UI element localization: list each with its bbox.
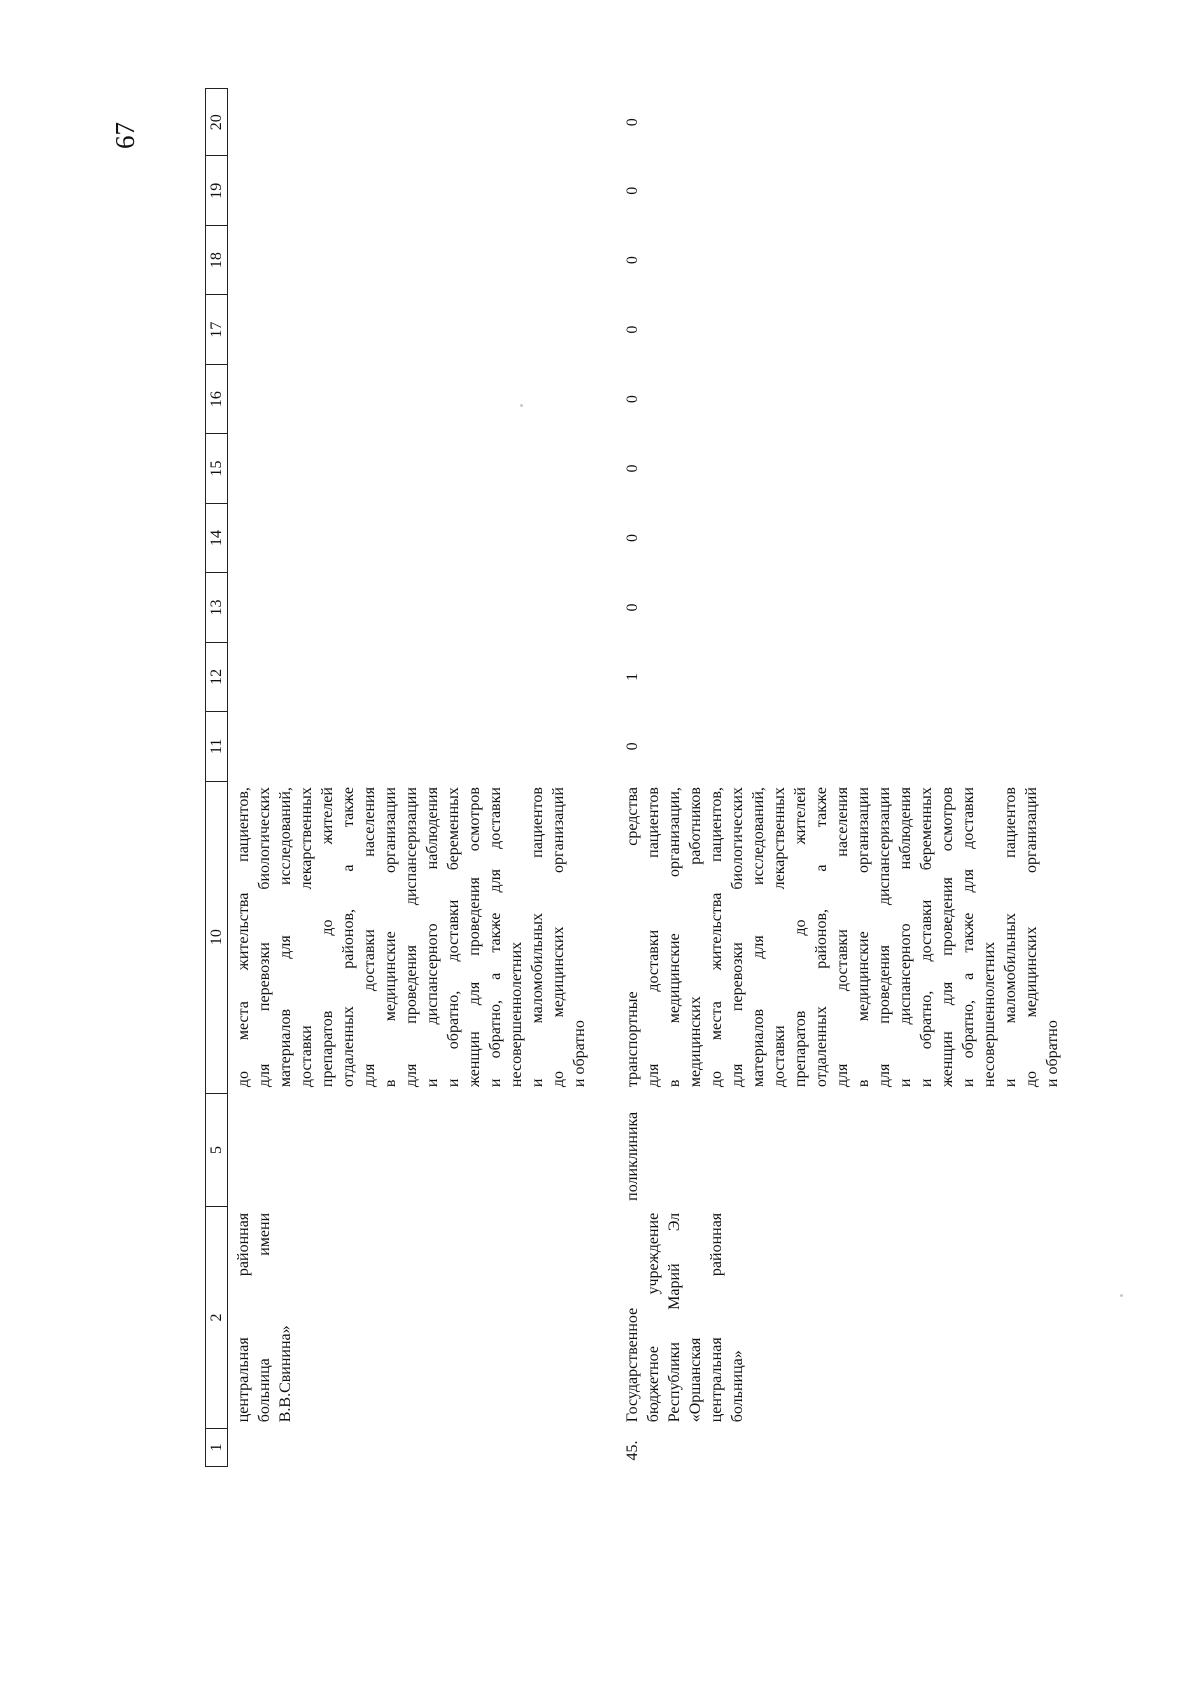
vehicle-purpose-line: для проведения диспансеризации [403, 787, 420, 1088]
vehicle-purpose-line: для перевозки биологических [729, 787, 746, 1088]
data-table [205, 88, 1063, 1467]
vehicle-purpose-line: и маломобильных пациентов [1002, 787, 1019, 1088]
value-cell [228, 642, 591, 711]
value-cell [228, 503, 591, 572]
organization-name-line: В.В.Свинина» [277, 1325, 294, 1423]
col-header: 14 [206, 503, 228, 572]
vehicle-purpose-line: до места жительства пациентов, [235, 787, 252, 1088]
col-header: 12 [206, 642, 228, 711]
facility-type [228, 1093, 591, 1207]
vehicle-purpose-line: и диспансерного наблюдения [424, 787, 441, 1088]
col-header: 10 [206, 781, 228, 1093]
organization-name [228, 1207, 591, 1428]
col-header: 2 [206, 1207, 228, 1428]
vehicle-purpose [617, 781, 1063, 1093]
vehicle-purpose-line: женщин для проведения осмотров [939, 787, 956, 1088]
vehicle-purpose-line: до медицинских организаций [550, 787, 567, 1088]
value-cell [228, 573, 591, 642]
col-header: 1 [206, 1428, 228, 1466]
facility-type: поликлиника [624, 1111, 641, 1201]
vehicle-purpose-line: и обратно, а также для доставки [960, 787, 977, 1088]
organization-name-line: центральная районная [708, 1212, 725, 1423]
vehicle-purpose-line: транспортные средства [624, 787, 641, 1088]
vehicle-purpose-line: в медицинские организации [382, 787, 399, 1088]
organization-name-line: больница» [729, 1350, 746, 1423]
vehicle-purpose-line: в медицинские организации, [666, 787, 683, 1088]
vehicle-purpose [228, 781, 591, 1093]
organization-name-line: «Оршанская [687, 1337, 704, 1423]
vehicle-purpose-line: материалов для исследований, [750, 787, 767, 1088]
value-cell [228, 225, 591, 294]
organization-name [617, 1207, 1063, 1428]
col-header: 15 [206, 434, 228, 503]
vehicle-purpose-line: отдаленных районов, а также [340, 787, 357, 1088]
scan-speck [1120, 1294, 1123, 1297]
col-header: 19 [206, 156, 228, 225]
value-cell: 0 [624, 186, 641, 195]
row-spacer-cell [590, 89, 617, 1467]
value-cell [228, 434, 591, 503]
value-cell: 0 [624, 118, 641, 127]
vehicle-purpose-line: до места жительства пациентов, [708, 787, 725, 1088]
organization-name-line: Государственное [624, 1307, 641, 1423]
vehicle-purpose-line: для проведения диспансеризации [876, 787, 893, 1088]
table-row [617, 89, 1063, 1467]
col-header: 20 [206, 89, 228, 156]
table-row [228, 89, 591, 1467]
vehicle-purpose-line: для доставки населения [361, 787, 378, 1088]
vehicle-purpose-line: и обратно, доставки беременных [918, 787, 935, 1088]
row-number: 45. [624, 1440, 641, 1461]
page-number: 67 [110, 122, 140, 149]
col-header: 5 [206, 1093, 228, 1207]
value-cell [228, 295, 591, 364]
value-cell [228, 364, 591, 433]
vehicle-purpose-line: несовершеннолетних [981, 941, 998, 1088]
value-cell: 0 [624, 603, 641, 612]
vehicle-purpose-line: женщин для проведения осмотров [466, 787, 483, 1088]
row-number [228, 1428, 591, 1466]
value-cell [228, 712, 591, 781]
col-header: 18 [206, 225, 228, 294]
vehicle-purpose-line: доставки лекарственных [771, 787, 788, 1088]
vehicle-purpose-line: доставки лекарственных [298, 787, 315, 1088]
organization-name-line: бюджетное учреждение [645, 1212, 662, 1423]
vehicle-purpose-line: в медицинские организации [855, 787, 872, 1088]
value-cell: 0 [624, 256, 641, 265]
vehicle-purpose-line: медицинских работников [687, 787, 704, 1088]
value-cell: 0 [624, 742, 641, 751]
organization-name-line: Республики Марий Эл [666, 1212, 683, 1423]
vehicle-purpose-line: отдаленных районов, а также [813, 787, 830, 1088]
value-cell: 0 [624, 533, 641, 542]
row-spacer [590, 89, 617, 1467]
value-cell: 0 [624, 395, 641, 404]
vehicle-purpose-line: для доставки пациентов [645, 787, 662, 1088]
vehicle-purpose-line: и обратно, а также для доставки [487, 787, 504, 1088]
header-row [206, 89, 228, 1467]
organization-name-line: больница имени [256, 1212, 273, 1423]
vehicle-purpose-line: несовершеннолетних [508, 941, 525, 1088]
value-cell: 0 [624, 325, 641, 334]
value-cell [228, 156, 591, 225]
vehicle-purpose-line: и обратно [571, 1020, 588, 1088]
scan-speck [520, 404, 523, 407]
col-header: 16 [206, 364, 228, 433]
vehicle-purpose-line: для доставки населения [834, 787, 851, 1088]
vehicle-purpose-line: и диспансерного наблюдения [897, 787, 914, 1088]
vehicle-purpose-line: и обратно, доставки беременных [445, 787, 462, 1088]
vehicle-purpose-line: до медицинских организаций [1023, 787, 1040, 1088]
value-cell: 1 [624, 672, 641, 681]
vehicle-purpose-line: материалов для исследований, [277, 787, 294, 1088]
vehicle-purpose-line: и маломобильных пациентов [529, 787, 546, 1088]
vehicle-purpose-line: и обратно [1044, 1020, 1061, 1088]
value-cell: 0 [624, 464, 641, 473]
col-header: 11 [206, 712, 228, 781]
vehicle-purpose-line: препаратов до жителей [319, 787, 336, 1088]
vehicle-purpose-line: препаратов до жителей [792, 787, 809, 1088]
value-cell [228, 89, 591, 156]
col-header: 13 [206, 573, 228, 642]
col-header: 17 [206, 295, 228, 364]
vehicle-purpose-line: для перевозки биологических [256, 787, 273, 1088]
organization-name-line: центральная районная [235, 1212, 252, 1423]
